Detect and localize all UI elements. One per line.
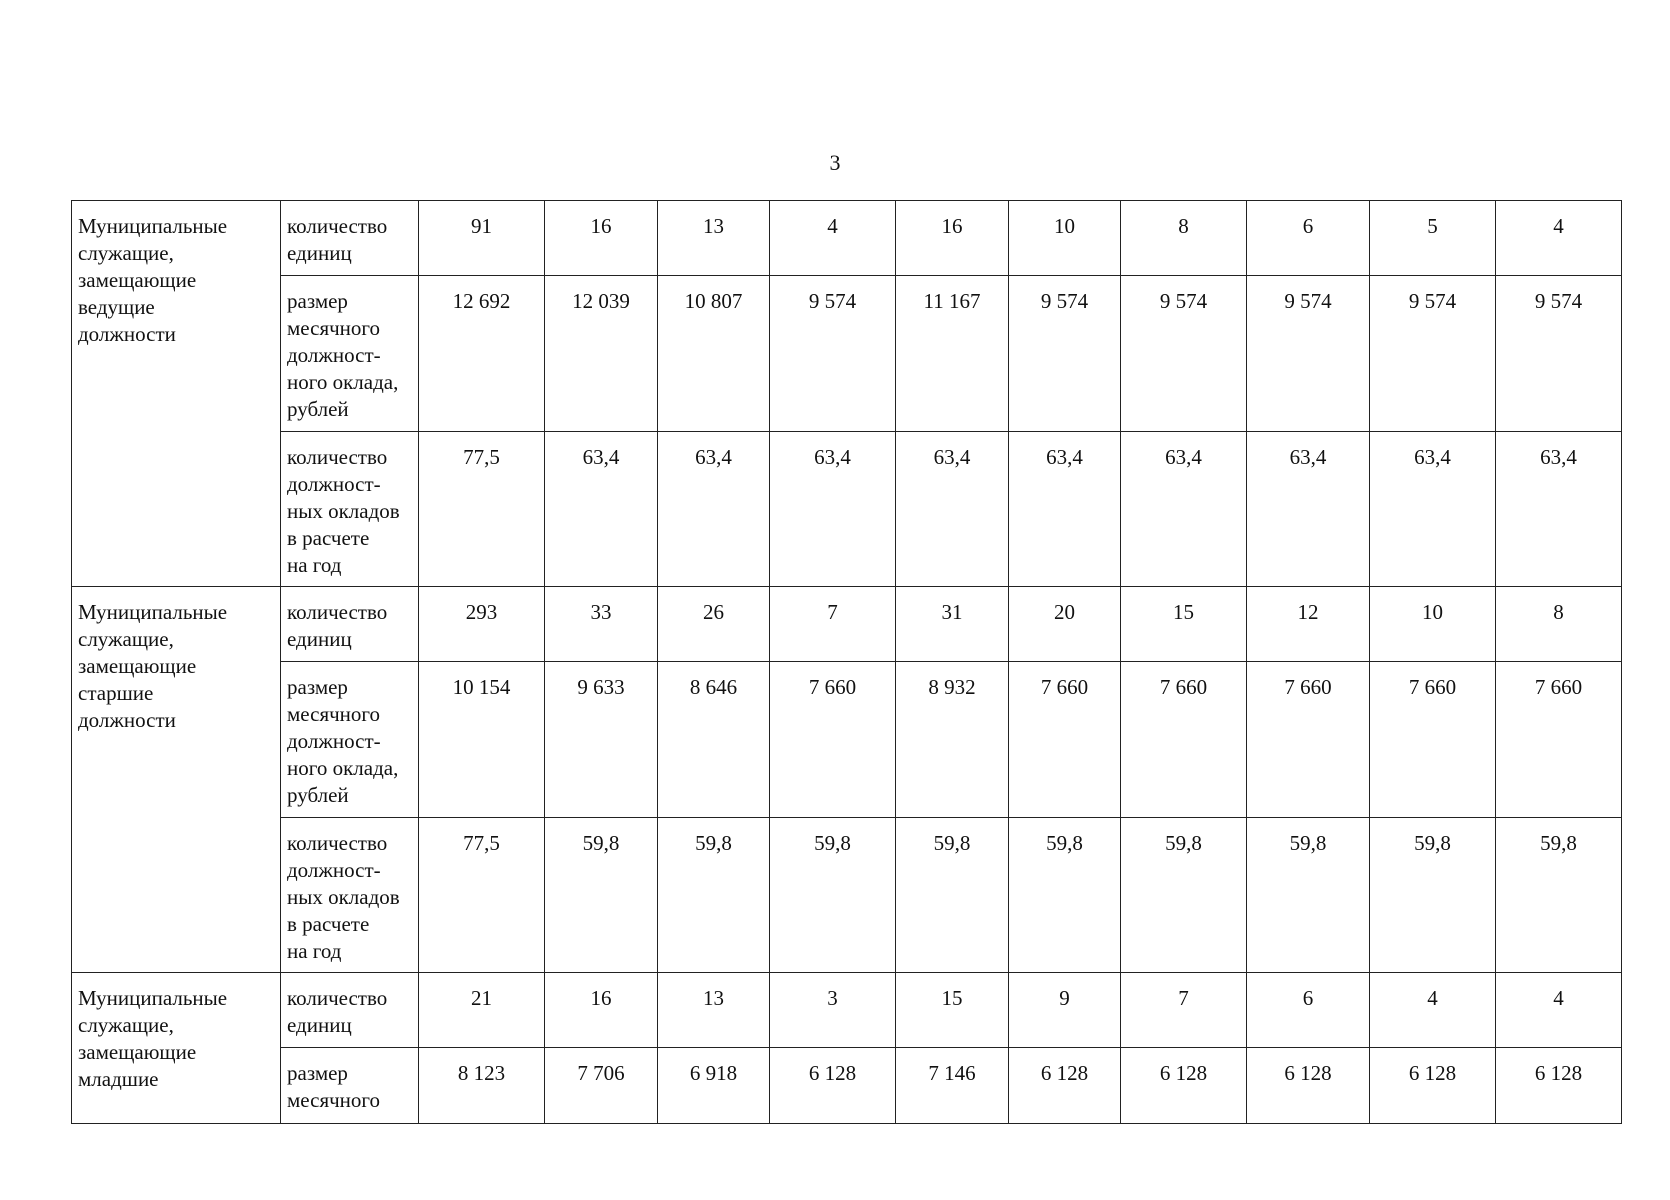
row-label-cell <box>281 432 419 587</box>
row-label-line: ного оклада, <box>287 370 399 394</box>
row-label-line: рублей <box>287 397 349 421</box>
row-label-line: в расчете <box>287 912 370 936</box>
value-cell: 63,4 <box>545 432 658 587</box>
row-label-line: ных окладов <box>287 499 400 523</box>
row-label-line: рублей <box>287 783 349 807</box>
group-label-line: старшие <box>78 681 154 705</box>
value-cell: 4 <box>1370 973 1496 1048</box>
row-label-cell <box>281 276 419 432</box>
value-cell: 10 <box>1009 201 1121 276</box>
row-label-cell <box>281 662 419 818</box>
table-row <box>72 662 1622 818</box>
row-label-line: на год <box>287 939 342 963</box>
group-label-line: служащие, <box>78 627 174 651</box>
row-label-cell <box>281 973 419 1048</box>
group-label-line: Муниципальные <box>78 986 228 1010</box>
value-cell: 63,4 <box>1009 432 1121 587</box>
value-cell: 11 167 <box>896 276 1009 432</box>
value-cell: 12 039 <box>545 276 658 432</box>
table-row <box>72 1048 1622 1124</box>
value-cell: 8 932 <box>896 662 1009 818</box>
value-cell: 59,8 <box>1009 818 1121 973</box>
value-cell: 7 660 <box>1370 662 1496 818</box>
row-label-line: количество <box>287 986 388 1010</box>
row-label-line: количество <box>287 214 388 238</box>
value-cell: 6 128 <box>1370 1048 1496 1124</box>
value-cell: 9 574 <box>1009 276 1121 432</box>
value-cell: 59,8 <box>1496 818 1622 973</box>
value-cell: 59,8 <box>1247 818 1370 973</box>
value-cell: 59,8 <box>1121 818 1247 973</box>
value-cell: 8 <box>1121 201 1247 276</box>
value-cell: 6 <box>1247 973 1370 1048</box>
value-cell: 20 <box>1009 587 1121 662</box>
value-cell: 10 807 <box>658 276 770 432</box>
row-label-line: размер <box>287 675 348 699</box>
value-cell: 8 <box>1496 587 1622 662</box>
row-label-line: должност- <box>287 729 381 753</box>
value-cell: 15 <box>1121 587 1247 662</box>
value-cell: 8 646 <box>658 662 770 818</box>
value-cell: 4 <box>1496 973 1622 1048</box>
value-cell: 6 128 <box>770 1048 896 1124</box>
value-cell: 26 <box>658 587 770 662</box>
row-label-cell <box>281 818 419 973</box>
value-cell: 9 633 <box>545 662 658 818</box>
page-number: 3 <box>829 150 841 175</box>
table-row <box>72 201 1622 276</box>
row-label-line: месячного <box>287 1088 381 1112</box>
value-cell: 91 <box>419 201 545 276</box>
value-cell: 5 <box>1370 201 1496 276</box>
table-row <box>72 432 1622 587</box>
value-cell: 6 128 <box>1009 1048 1121 1124</box>
value-cell: 9 574 <box>770 276 896 432</box>
value-cell: 7 <box>1121 973 1247 1048</box>
row-label-line: размер <box>287 1061 348 1085</box>
row-label-line: размер <box>287 289 348 313</box>
row-label-line: количество <box>287 445 388 469</box>
row-label-line: единиц <box>287 241 352 265</box>
group-label-cell <box>72 587 281 973</box>
row-label-line: единиц <box>287 627 352 651</box>
table-row <box>72 818 1622 973</box>
group-label-line: служащие, <box>78 241 174 265</box>
value-cell: 9 <box>1009 973 1121 1048</box>
value-cell: 293 <box>419 587 545 662</box>
group-label-line: замещающие <box>78 1040 197 1064</box>
value-cell: 63,4 <box>770 432 896 587</box>
value-cell: 7 <box>770 587 896 662</box>
row-label-line: должност- <box>287 472 381 496</box>
row-label-line: единиц <box>287 1013 352 1037</box>
group-label-line: служащие, <box>78 1013 174 1037</box>
value-cell: 8 123 <box>419 1048 545 1124</box>
value-cell: 59,8 <box>770 818 896 973</box>
value-cell: 7 660 <box>770 662 896 818</box>
value-cell: 16 <box>545 973 658 1048</box>
value-cell: 59,8 <box>658 818 770 973</box>
value-cell: 13 <box>658 973 770 1048</box>
value-cell: 12 <box>1247 587 1370 662</box>
value-cell: 33 <box>545 587 658 662</box>
group-label-line: Муниципальные <box>78 600 228 624</box>
row-label-line: месячного <box>287 702 381 726</box>
value-cell: 6 128 <box>1496 1048 1622 1124</box>
value-cell: 12 692 <box>419 276 545 432</box>
row-label-line: ного оклада, <box>287 756 399 780</box>
row-label-line: количество <box>287 600 388 624</box>
value-cell: 7 706 <box>545 1048 658 1124</box>
table-body <box>72 201 1622 1124</box>
group-label-line: замещающие <box>78 654 197 678</box>
row-label-line: должност- <box>287 343 381 367</box>
value-cell: 7 146 <box>896 1048 1009 1124</box>
value-cell: 63,4 <box>896 432 1009 587</box>
group-label-cell <box>72 973 281 1124</box>
group-label-line: должности <box>78 708 176 732</box>
value-cell: 10 <box>1370 587 1496 662</box>
value-cell: 16 <box>545 201 658 276</box>
value-cell: 9 574 <box>1370 276 1496 432</box>
value-cell: 59,8 <box>896 818 1009 973</box>
group-label-cell <box>72 201 281 587</box>
row-label-line: месячного <box>287 316 381 340</box>
group-label-line: ведущие <box>78 295 155 319</box>
value-cell: 7 660 <box>1009 662 1121 818</box>
value-cell: 15 <box>896 973 1009 1048</box>
value-cell: 31 <box>896 587 1009 662</box>
table-row <box>72 973 1622 1048</box>
value-cell: 6 128 <box>1121 1048 1247 1124</box>
value-cell: 9 574 <box>1496 276 1622 432</box>
salary-table <box>71 200 1622 1124</box>
value-cell: 7 660 <box>1247 662 1370 818</box>
table-row <box>72 587 1622 662</box>
value-cell: 3 <box>770 973 896 1048</box>
group-label-line: Муниципальные <box>78 214 228 238</box>
value-cell: 63,4 <box>658 432 770 587</box>
value-cell: 9 574 <box>1121 276 1247 432</box>
value-cell: 63,4 <box>1121 432 1247 587</box>
row-label-line: на год <box>287 553 342 577</box>
value-cell: 7 660 <box>1496 662 1622 818</box>
value-cell: 13 <box>658 201 770 276</box>
value-cell: 7 660 <box>1121 662 1247 818</box>
row-label-cell <box>281 587 419 662</box>
value-cell: 6 128 <box>1247 1048 1370 1124</box>
value-cell: 63,4 <box>1496 432 1622 587</box>
value-cell: 4 <box>1496 201 1622 276</box>
value-cell: 6 <box>1247 201 1370 276</box>
group-label-line: должности <box>78 322 176 346</box>
row-label-cell <box>281 201 419 276</box>
row-label-line: ных окладов <box>287 885 400 909</box>
value-cell: 4 <box>770 201 896 276</box>
value-cell: 6 918 <box>658 1048 770 1124</box>
value-cell: 59,8 <box>1370 818 1496 973</box>
value-cell: 16 <box>896 201 1009 276</box>
value-cell: 10 154 <box>419 662 545 818</box>
row-label-line: в расчете <box>287 526 370 550</box>
table-row <box>72 276 1622 432</box>
row-label-line: количество <box>287 831 388 855</box>
value-cell: 63,4 <box>1247 432 1370 587</box>
value-cell: 77,5 <box>419 818 545 973</box>
row-label-line: должност- <box>287 858 381 882</box>
value-cell: 77,5 <box>419 432 545 587</box>
value-cell: 59,8 <box>545 818 658 973</box>
value-cell: 9 574 <box>1247 276 1370 432</box>
group-label-line: младшие <box>78 1067 159 1091</box>
value-cell: 21 <box>419 973 545 1048</box>
value-cell: 63,4 <box>1370 432 1496 587</box>
row-label-cell <box>281 1048 419 1124</box>
group-label-line: замещающие <box>78 268 197 292</box>
